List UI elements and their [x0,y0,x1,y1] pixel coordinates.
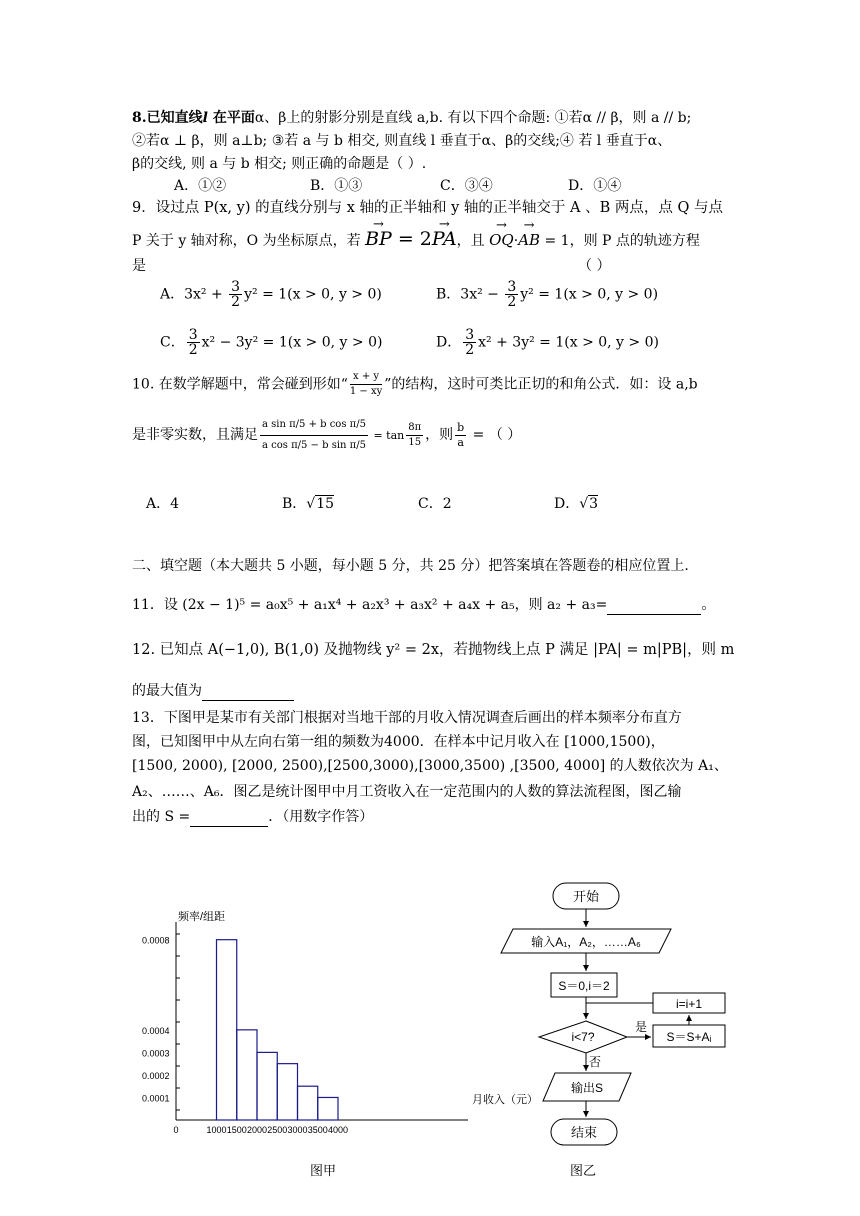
q8-bold: 在平面 [207,110,255,126]
flow-yes-label: 是 [635,1020,648,1034]
histogram-bar [298,1086,318,1120]
fraction-num: 3 [188,327,198,343]
figure-caption-yi: 图乙 [570,1164,597,1179]
q9-option-d [436,328,659,357]
q9-line3: 是 [132,258,146,274]
fraction-num: 3 [507,279,517,295]
fraction-num: 8π [406,421,423,436]
q10-line1-a: 10. 在数学解题中，常会碰到形如“ [132,376,348,393]
q10-option-c: C．2 [418,496,452,512]
x-tick-label: 0 [173,1125,179,1135]
vector-oq: → OQ [489,227,514,253]
q12-line2-text: 的最大值为 [132,683,202,699]
flow-output-label: 输出S [570,1081,604,1095]
q8-option-c: C．③④ [440,178,493,194]
opt-label: C． [160,334,185,351]
fraction-den: 2 [465,342,475,358]
q8-option-b: B．①③ [310,178,363,194]
histogram-bar [277,1064,297,1120]
fraction-num: 3 [231,279,241,295]
q13-line3: [1500, 2000), [2000, 2500),[2500,3000),[3000,3500) ,[3500, 4000] 的人数依次为 A₁、 [132,758,728,774]
q9-line2-a: P 关于 y 轴对称，O 为坐标原点，若 [132,233,366,249]
fraction-num: a sin π/5 + b cos π/5 [260,415,368,436]
fraction [455,421,466,450]
fraction-den: 2 [188,342,198,358]
flow-start-label: 开始 [572,889,600,904]
histogram-bar [318,1097,338,1120]
q12-line1: 12. 已知点 A(−1,0), B(1,0) 及抛物线 y² = 2x，若抛物线上点 P 满足 |PA| = m|PB|，则 m [132,642,735,658]
y-tick-label: 0.0004 [142,1025,170,1036]
opt-label: D． [554,496,580,512]
fraction-num: b [457,420,465,434]
vector-pa: → PA [432,226,457,252]
fraction-num: x + y [350,370,382,385]
q8-l: l [202,110,208,126]
x-tick-label: 1000 [206,1125,227,1135]
q10-option-b: B．√15 [282,496,335,512]
vector-bp: → BP [365,226,392,252]
x-tick-label: 2000 [246,1125,268,1135]
y-tick-label: 0.0002 [142,1070,170,1081]
q13-line2: 图，已知图甲中从左向右第一组的频数为4000．在样本中记月收入在 [1000,1500)， [132,734,665,750]
q8-option-d: D．①④ [568,178,622,194]
fraction [350,370,382,399]
opt-label: D． [436,334,462,351]
fraction-den: 2 [507,294,517,310]
histogram-chart [130,900,538,1170]
q13-line1: 13．下图甲是某市有关部门根据对当地干部的月收入情况调查后画出的样本频率分布直方 [132,710,682,726]
fraction [463,328,476,357]
q10-tail: = （ ） [468,427,522,443]
q9-answer-paren: （ ） [578,258,611,274]
y-axis-label: 频率/组距 [178,911,226,923]
q11-end: 。 [701,597,716,613]
fraction [229,280,242,309]
x-tick-label: 4000 [327,1125,349,1135]
q12-line2 [132,680,294,701]
q9-line2 [132,226,700,254]
q13-line4: A₂、……、A₆．图乙是统计图甲中月工资收入在一定范围内的人数的算法流程图，图乙输 [132,784,682,800]
answer-blank [202,680,294,701]
opt-label: B． [282,496,307,512]
q11-text: 11．设 (2x − 1)⁵ = a₀x⁵ + a₁x⁴ + a₂x³ + a₃x² + a₄x + a₅，则 a₂ + a₃= [132,597,608,613]
q9-eq: = 2 [391,228,432,250]
q13-line5 [132,806,373,827]
y-tick-label: 0.0008 [142,935,170,946]
q11 [132,594,715,615]
opt-part: x² − 3y² = 1(x > 0, y > 0) [201,334,383,351]
q8-prefix: 8.已知直线 [132,110,203,126]
sqrt-value: 3 [589,496,599,512]
q10-then: ，则 [425,427,454,443]
q10-eq: = tan [369,429,405,442]
flow-end-label: 结束 [570,1125,598,1140]
fraction-den: 1 − xy [349,386,383,397]
x-tick-label: 2500 [267,1125,288,1135]
q8-line1 [132,108,691,128]
q13-line5-b: ．（用数字作答） [268,809,374,825]
q10-line2-a: 是非零实数，且满足 [132,427,258,443]
flow-init-label: S＝0,i＝2 [558,979,610,993]
q10-option-d: D．√3 [554,496,599,512]
q9-line2-c: = 1，则 P 点的轨迹方程 [540,233,700,249]
x-axis-label: 月收入（元） [472,1094,538,1106]
opt-label: B． [436,286,461,303]
fraction [187,328,200,357]
fraction [406,421,423,450]
fraction-den: a [457,435,464,449]
opt-part: y² = 1(x > 0, y > 0) [244,286,382,303]
q9-option-a [160,280,382,309]
opt-part: x² + 3y² = 1(x > 0, y > 0) [478,334,659,351]
opt-part: 3x² + [184,286,228,303]
fraction-num: 3 [465,327,475,343]
q9-line1: 9．设过点 P(x, y) 的直线分别与 x 轴的正半轴和 y 轴的正半轴交于 A 、B 两点，点 Q 与点 [132,200,723,216]
fraction-den: 2 [231,294,241,310]
flow-input-label: 输入A₁，A₂，……A₆ [531,935,641,949]
x-tick-label: 1500 [226,1125,247,1135]
sqrt-value: 15 [316,496,335,512]
section-heading: 二、填空题（本大题共 5 小题，每小题 5 分，共 25 分）把答案填在答题卷的相应位置上. [132,558,689,574]
q9-dot: · [513,233,519,249]
opt-part: 3x² − [460,286,504,303]
q8-line2: ②若α ⊥ β，则 a⊥b; ③若 a 与 b 相交, 则直线 l 垂直于α、β的交线;④ 若 l 垂直于α、 [132,133,672,149]
flow-no-label: 否 [589,1055,602,1069]
y-tick-label: 0.0003 [142,1048,170,1059]
q9-option-c [160,328,382,357]
flowchart [495,875,735,1165]
x-tick-label: 3000 [287,1125,308,1135]
figure-caption-jia: 图甲 [310,1164,337,1179]
fraction-den: 15 [408,436,422,448]
vector-ab: → AB [518,227,540,253]
big-fraction [260,415,368,456]
flow-increment-label: i=i+1 [675,997,703,1011]
fraction [505,280,518,309]
q10-line1-b: ”的结构，这时可类比正切的和角公式．如：设 a,b [384,376,698,393]
y-tick-label: 0.0001 [142,1093,170,1104]
q8-rest: α、β上的射影分别是直线 a,b. 有以下四个命题: ①若α // β，则 a // b; [254,110,692,126]
opt-label: A． [160,286,185,303]
answer-blank [607,594,701,615]
q13-line5-a: 出的 S = [132,809,191,825]
q10-line1 [132,370,698,399]
flow-sum-label: S＝S+Aᵢ [666,1030,712,1044]
answer-blank [190,806,268,827]
q10-option-a: A．4 [146,496,180,512]
q8-option-a: A．①② [174,178,227,194]
q9-option-b [436,280,658,309]
histogram-bar [257,1052,277,1120]
histogram-bar [237,1030,257,1120]
histogram-bar [217,940,237,1120]
q10-line2 [132,410,521,464]
q9-line2-b: ，且 [456,233,490,249]
q8-line3: β的交线, 则 a 与 b 相交; 则正确的命题是（ ）. [132,156,427,172]
opt-part: y² = 1(x > 0, y > 0) [520,286,659,303]
flow-condition-label: i<7? [571,1030,595,1044]
fraction-den: a cos π/5 − b sin π/5 [262,439,366,451]
x-tick-label: 3500 [307,1125,328,1135]
